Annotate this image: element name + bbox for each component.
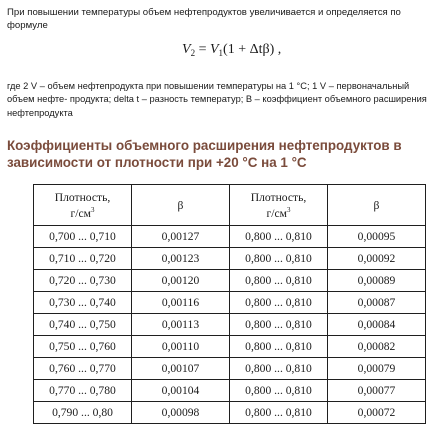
density-cell: 0,800 ... 0,810 [230,314,328,336]
formula-rhs-rest: (1 + Δtβ) , [223,42,282,57]
intro-paragraph: При повышении температуры объем нефтепродуктов увеличивается и определяется по формуле [7,7,401,31]
beta-cell: 0,00110 [132,336,230,358]
volume-formula [182,42,281,58]
density-cell: 0,800 ... 0,810 [230,336,328,358]
beta-cell: 0,00095 [328,226,426,248]
header-density-1 [34,185,132,226]
formula-lhs-sub: 2 [190,48,196,58]
density-cell: 0,800 ... 0,810 [230,358,328,380]
table-row [34,226,426,248]
density-cell: 0,800 ... 0,810 [230,380,328,402]
table-row [34,358,426,380]
explanation-paragraph: где 2 V – объем нефтепродукта при повышении температуры на 1 °С; 1 V – первоначальный объем нефте- продукта; delta t – разность температур; В – коэффициент объемного расширения нефтепродукта [7,81,427,118]
beta-cell: 0,00123 [132,248,230,270]
table-row [34,380,426,402]
beta-cell: 0,00079 [328,358,426,380]
beta-cell: 0,00107 [132,358,230,380]
table-header-row [34,185,426,226]
beta-cell: 0,00082 [328,336,426,358]
section-heading: Коэффициенты объемного расширения нефтепродуктов в зависимости от плотности при +20 °С на 1 °С [7,138,402,170]
beta-cell: 0,00089 [328,270,426,292]
header-beta-2: β [328,185,426,226]
beta-cell: 0,00113 [132,314,230,336]
density-cell: 0,800 ... 0,810 [230,292,328,314]
header-density-unit-sup: 3 [90,205,95,214]
table-row [34,270,426,292]
table-row [34,248,426,270]
formula-equals: = [195,42,210,57]
beta-cell: 0,00120 [132,270,230,292]
density-cell: 0,710 ... 0,720 [34,248,132,270]
header-density-unit: г/см [266,206,287,220]
beta-cell: 0,00098 [132,402,230,424]
table-row [34,336,426,358]
formula-rhs-sub: 1 [218,48,224,58]
header-beta-1: β [132,185,230,226]
beta-cell: 0,00077 [328,380,426,402]
density-cell: 0,800 ... 0,810 [230,248,328,270]
density-cell: 0,760 ... 0,770 [34,358,132,380]
density-cell: 0,700 ... 0,710 [34,226,132,248]
density-cell: 0,770 ... 0,780 [34,380,132,402]
header-density-label: Плотность, [54,190,111,204]
beta-cell: 0,00116 [132,292,230,314]
header-density-unit-sup: 3 [286,205,291,214]
density-cell: 0,720 ... 0,730 [34,270,132,292]
density-cell: 0,730 ... 0,740 [34,292,132,314]
beta-cell: 0,00104 [132,380,230,402]
header-density-2 [230,185,328,226]
density-cell: 0,800 ... 0,810 [230,226,328,248]
beta-cell: 0,00072 [328,402,426,424]
beta-cell: 0,00092 [328,248,426,270]
density-cell: 0,790 ... 0,80 [34,402,132,424]
header-density-unit: г/см [70,206,91,220]
density-cell: 0,800 ... 0,810 [230,270,328,292]
formula-rhs-var: V [209,42,219,57]
density-cell: 0,740 ... 0,750 [34,314,132,336]
formula-lhs-var: V [182,42,191,57]
table-row [34,402,426,424]
beta-cell: 0,00087 [328,292,426,314]
header-density-label: Плотность, [250,190,307,204]
density-cell: 0,750 ... 0,760 [34,336,132,358]
table-row [34,292,426,314]
beta-cell: 0,00084 [328,314,426,336]
beta-cell: 0,00127 [132,226,230,248]
coefficient-table [33,184,426,424]
density-cell: 0,800 ... 0,810 [230,402,328,424]
table-row [34,314,426,336]
